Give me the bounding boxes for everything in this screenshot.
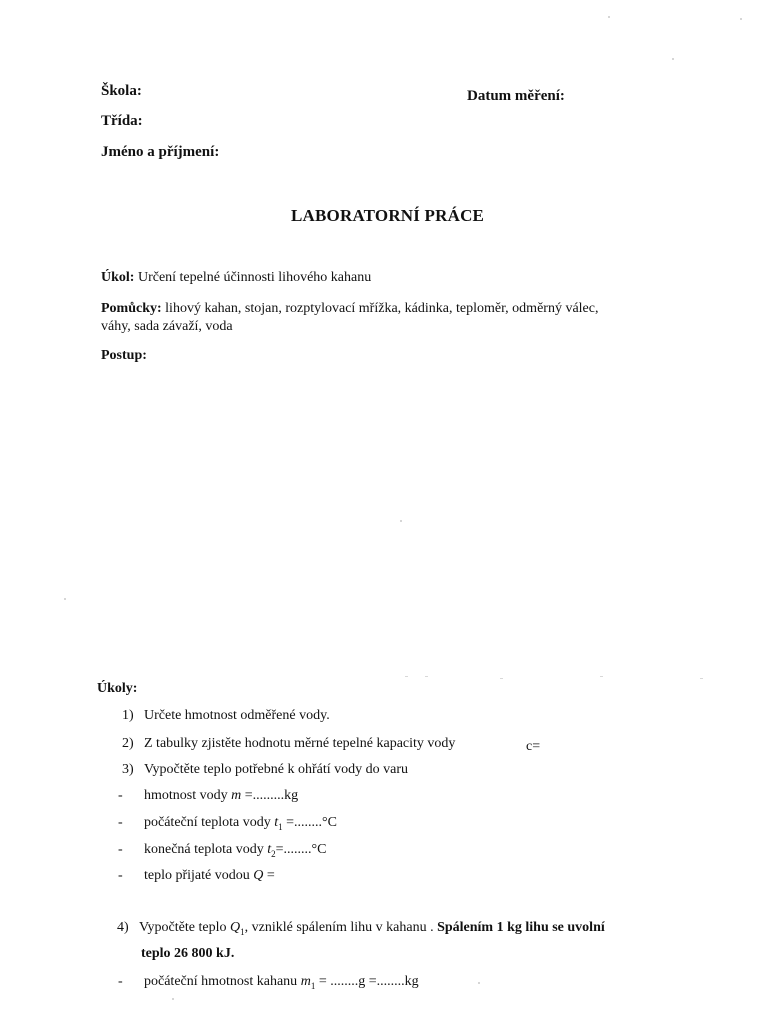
heat-capacity-field: c= [526,739,541,754]
task-item-text-mid: , vzniklé spálením lihu v kahanu . [244,920,438,935]
tasks-label: Úkoly: [97,681,138,696]
dash: - [118,868,123,883]
sub-item-text: teplo přijaté vodou [144,868,254,883]
burn-energy-note: Spálením 1 kg lihu se uvolní [437,920,605,935]
subscript: 2 [271,848,276,859]
scan-speck [600,676,603,677]
dash: - [118,815,123,830]
fill-blank: =........°C [275,842,327,857]
variable: m [231,788,242,803]
task-item-text: Určete hmotnost odměřené vody. [144,708,330,723]
date-label: Datum měření: [467,88,565,104]
task-item-text: Vypočtěte teplo potřebné k ohřátí vody do varu [144,762,408,777]
variable: t [274,815,279,830]
fill-blank: =........°C [282,815,337,830]
sub-item-initial-temp [118,815,337,832]
sub-item-text: počáteční hmotnost kahanu [144,974,301,989]
scan-speck [500,678,503,679]
task-line [101,270,371,286]
fill-blank: = ........g =........kg [315,974,419,989]
task-item-number: 1) [122,708,134,723]
task-item-number: 4) [117,920,129,935]
tools-line-2: váhy, sada závaží, voda [101,319,233,334]
school-label: Škola: [101,83,142,99]
variable: t [267,842,272,857]
dash: - [118,842,123,857]
dash: - [118,788,123,803]
tools-label: Pomůcky: [101,301,162,316]
task-item-1 [122,708,330,724]
scan-speck [478,982,480,984]
task-item-number: 3) [122,762,134,777]
subscript: 1 [310,980,316,991]
subscript: 1 [240,926,245,937]
task-item-text: Vypočtěte teplo [139,920,230,935]
scan-speck [700,678,703,679]
sub-item-water-mass [118,788,298,804]
sub-item-heat-received [118,868,275,884]
scan-speck [400,520,402,522]
task-item-2 [122,736,455,752]
task-item-3 [122,762,408,778]
sub-item-text: počáteční teplota vody [144,815,275,830]
task-item-text: Z tabulky zjistěte hodnotu měrné tepelné kapacity vody [144,736,456,751]
variable: Q [253,868,264,883]
task-label: Úkol: [101,270,135,285]
scan-speck [608,16,610,18]
variable: m [300,974,311,989]
variable: Q [229,920,241,935]
task-text: Určení tepelné účinnosti lihového kahanu [134,270,372,285]
task-item-4 [117,920,605,937]
procedure-label: Postup: [101,348,147,363]
scan-speck [172,998,174,1000]
dash: - [118,974,123,989]
sub-item-final-temp [118,842,326,859]
sub-item-burner-mass [118,974,419,991]
page-title: LABORATORNÍ PRÁCE [291,206,485,225]
sub-item-text: hmotnost vody [144,788,232,803]
tools-text-1: lihový kahan, stojan, rozptylovací mřížka, kádinka, teploměr, odměrný válec, [161,301,599,316]
scan-speck [740,18,742,20]
burn-energy-note-cont: teplo 26 800 kJ. [141,946,235,961]
tools-line-1 [101,301,598,317]
subscript: 1 [278,821,283,832]
fill-blank: = [263,868,275,883]
scan-speck [405,676,408,677]
scan-speck [672,58,674,60]
sub-item-text: konečná teplota vody [144,842,268,857]
scan-speck [64,598,66,600]
task-item-number: 2) [122,736,134,751]
class-label: Třída: [101,113,143,129]
fill-blank: =.........kg [241,788,299,803]
scan-speck [425,676,428,677]
name-label: Jméno a příjmení: [101,144,220,160]
